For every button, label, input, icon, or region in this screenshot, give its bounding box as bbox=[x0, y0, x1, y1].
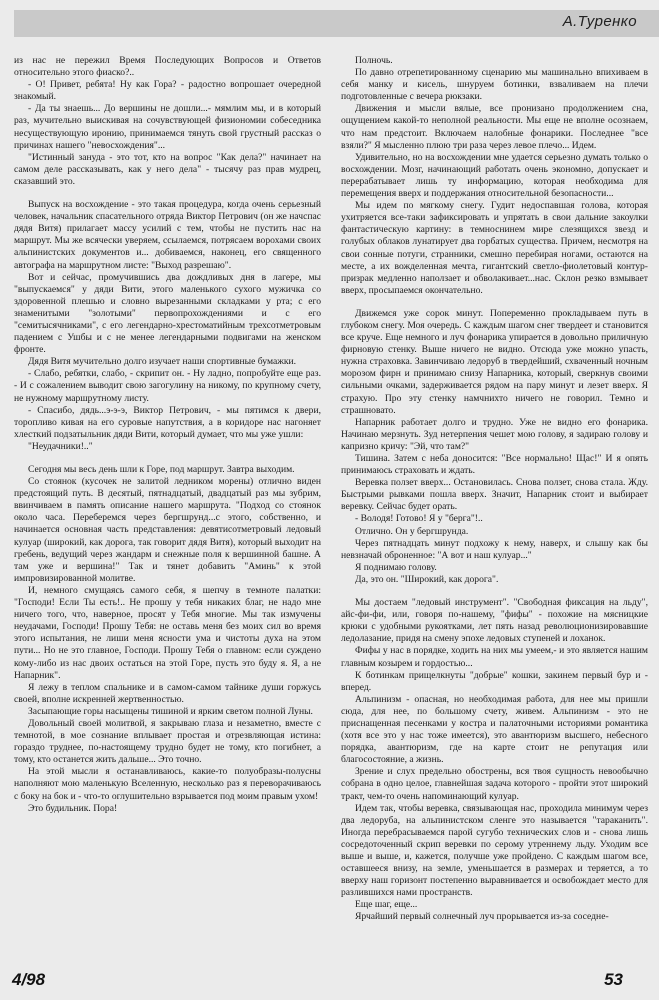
paragraph: - Володя! Готово! Я у "берга"!.. bbox=[355, 513, 483, 525]
paragraph: Я лежу в теплом спальнике и в самом-самом тайнике души горжусь своей, вполне искренней жертвенностью. bbox=[14, 681, 321, 705]
paragraph: "Истинный зануда - это тот, кто на вопрос "Как дела?" начинает на самом деле рассказывать, как у него дела" - тысячу раз прав мудрец, сказавший это. bbox=[14, 151, 321, 187]
paragraph: из нас не пережил Время Последующих Вопросов и Ответов относительно этого фиаско?.. bbox=[14, 55, 321, 79]
paragraph: - Да ты знаешь... До вершины не дошли...- мямлим мы, и в который раз, мучительно выискивая на сочувствующей физиономии собеседника несуществующую иронию, принимаемся тянуть свой грустный рассказ о причинах нашего "невосхождения"... bbox=[14, 103, 321, 151]
paragraph: К ботинкам прищелкнуты "добрые" кошки, закинем первый бур и - вперед. bbox=[341, 669, 648, 693]
paragraph: Напарник работает долго и трудно. Уже не видно его фонарика. Начинаю мерзнуть. Зуд нетерпения чешет мою голову, я задираю голову и капризно кричу: "Эй, что там?" bbox=[341, 416, 648, 452]
paragraph: "Неудачники!.." bbox=[28, 440, 93, 452]
author-name: А.Туренко bbox=[562, 13, 637, 30]
paragraph: Еще шаг, еще... bbox=[355, 899, 418, 911]
paragraph: Засыпающие горы насыщены тишиной и ярким светом полной Луны. bbox=[28, 705, 313, 717]
paragraph: - О! Привет, ребята! Ну как Гора? - радостно вопрошает очередной знакомый. bbox=[14, 79, 321, 103]
paragraph: Я поднимаю голову. bbox=[355, 561, 437, 573]
paragraph: Удивительно, но на восхождении мне удается серьезно думать только о восхождении. Мозг, начинающий работать очень экономно, допускает и перерабатывает лишь ту информацию, которая необходима для перемещения вверх и поддержания относительной безопасности... bbox=[341, 151, 648, 200]
paragraph: Полночь. bbox=[355, 55, 393, 66]
paragraph: По давно отрепетированному сценарию мы машинально впихиваем в себя манку и кисель, шнуруем ботинки, взваливаем на плечи подготовленные с вечера рюкзаки. bbox=[341, 67, 648, 103]
issue-number: 4/98 bbox=[12, 970, 46, 989]
paragraph: Довольный своей молитвой, я закрываю глаза и незаметно, вместе с темнотой, в мое сознание вплывает простая и отрезвляющая истина: гораздо труднее, по-настоящему трудно будет не тому, кто погибнет, а тому, кто останется жить дальше... Это точно. bbox=[14, 717, 321, 766]
paragraph: - Спасибо, дядь...э-э-э, Виктор Петрович, - мы пятимся к двери, торопливо кивая на его суровые напутствия, а в коридоре нас нагоняет хлесткий подзатыльник дяди Вити, который думает, что мы уже ушли: bbox=[14, 404, 321, 440]
paragraph: Движемся уже сорок минут. Попеременно прокладываем путь в глубоком снегу. Моя очередь. С каждым шагом снег твердеет и становится все круче. Еще немного и луч фонарика упирается в довольно приличную фирновую стенку. Выше ничего не видно. Отсюда уже можно упасть, нужна страховка. Завинчиваю ледоруб в твердейший, схваченный ночным морозом фирн и принимаю снизу Напарника, который, сверкнув своими сильными очками, задерживается рядом на пару минут и лезет вверх. Я страхую. Про эту стенку намчнихто ничего не говорил. Темно и страшновато. bbox=[341, 307, 648, 416]
paragraph: - Слабо, ребятки, слабо, - скрипит он. - Ну ладно, попробуйте еще раз. - И с сожалением выводит свою загогулину на никому, по крупному счету, не нужному маршрутному листу. bbox=[14, 368, 321, 404]
page-number: 53 bbox=[604, 970, 623, 989]
paragraph: Тишина. Затем с неба доносится: "Все нормально! Щас!" И я опять принимаюсь страховать и ждать. bbox=[341, 453, 648, 477]
paragraph: Фифы у нас в порядке, ходить на них мы умеем,- и это является нашим главным козырем и гордостью... bbox=[341, 645, 648, 669]
paragraph: Выпуск на восхождение - это такая процедура, когда очень серьезный человек, начальник спасательного отряда Виктор Петрович (он же начспас дядя Витя) прилагает массу усилий с тем, чтобы не пустить нас на маршрут. Мы же всячески уверяем, ссылаемся, потрясаем ворохами своих альпинистских документов и... добиваемся, наконец, его священного автографа на маршрутном листе: "Выход разрешаю". bbox=[14, 199, 321, 271]
paragraph: Сегодня мы весь день шли к Горе, под маршрут. Завтра выходим. bbox=[28, 464, 295, 475]
paragraph: Это будильник. Пора! bbox=[28, 802, 118, 814]
paragraph: Зрение и слух предельно обострены, вся твоя сущность невообычно собрана в одно целое, главнейшая задача которого - пройти этот широкий тракт, чем-то очень напоминающий кулуар. bbox=[341, 766, 648, 802]
paragraph: Альпинизм - опасная, но необходимая работа, для нее мы пришли сюда, для нее, по большому счету, живем. Альпинизм - это не приснащенная песенками у костра и палаточными историями романтика (хотя все это у нас тоже имеется), это авантюризм высшего, небесного порядка, авантюризм, где на карте стоит не репутация или благосостояние, а жизнь. bbox=[341, 693, 648, 766]
paragraph: Движения и мысли вялые, все пронизано продолжением сна, ощущением какой-то неполной реальности. Мы еще не вполне осознаем, что нам предстоит. Включаем налобные фонарики. Последнее "все взяли?" Я мысленно плюю три раза через левое плечо... Идем. bbox=[341, 103, 648, 151]
paragraph: Отлично. Он у бергшрунда. bbox=[355, 525, 469, 537]
paragraph: И, немного смущаясь самого себя, я шепчу в темноте палатки: "Господи! Если Ты есть!.. Не прошу у тебя никаких благ, не надо мне ничего того, что, наверное, просят у Тебя многие. Мы так измучены неудачами, Господи! Прошу Тебя: не оставь меня без моих сил во время этого испытания, не лиши меня ясности ума и чистоты духа на этом пути... Но не это главное, Господи. Прошу Тебя о главном: если суждено кому-либо из нас двоих остаться на этой Горе, пусть это буду я. Я, а не Напарник". bbox=[14, 584, 321, 681]
right-column bbox=[341, 55, 648, 983]
paragraph: Мы идем по мягкому снегу. Гудит недоспавшая голова, которая ухитряется все-таки зафиксировать и упрятать в свои дальние закоулки фантастическую картину: в темноснинем мире слезящихся звезд и голубых облаков лунатирует два горбатых существа. Причем, несмотря на свои сонные потуги, странники, смешно перебирая ногами, остаются на месте, а их вожделенная мечта, гигантский светло-фиолетовый контур-призрак медленно наползает и обволакивает...нас. Склон резко взмывает вверх, просыпаемся окончательно. bbox=[341, 200, 648, 296]
paragraph: Да, это он. "Широкий, как дорога". bbox=[355, 573, 499, 585]
paragraph: Со стоянок (кусочек не залитой ледником морены) отлично виден предстоящий путь. В десятый, пятнадцатый, двадцатый раз мы зубрим, ввинчиваем в память описание нашего маршрута. "Подход со стоянок около часа. Переберемся через бергшрунд...с этого, собственно, и начинается основная часть представления: девятисотметровый ледовый кулуар (широкий, как дорога, так говорит дядя Витя), который выходит на гребень, ведущий через жандарм и снежные поля к вершинной башне. А там уже и вершина!" Так и тянет добавить "Аминь" к этой импровизированной молитве. bbox=[14, 476, 321, 584]
paragraph: Идем так, чтобы веревка, связывающая нас, проходила минимум через два ледоруба, на альпинистском сленге это называется "тараканить". Иногда перебрасываемся парой сугубо технических слов и - снова лишь сосредоточенный скрип веревки по серому утреннему льду. Уходим все выше и выше, и, кажется, получше уже пройдено. С каждым шагом все, оставшееся внизу, на земле, уменьшается в размерах и теряется, а то вверху наш горизонт постепенно выравнивается и освобождает место для разлившихся нами пространств. bbox=[341, 802, 648, 899]
paragraph: Мы достаем "ледовый инструмент". "Свободная фиксация на льду", айс-фи-фи, или, говоря по-нашему, "фифы" - похожие на мясницкие крюки с удобными рукоятками, лет пять назад революционизировавшие ледолазание, придя на смену эпохе ледовых ступеней и лоханок. bbox=[341, 597, 648, 645]
left-column bbox=[14, 55, 321, 983]
paragraph: Дядя Витя мучительно долго изучает наши спортивные бумажки. bbox=[28, 356, 297, 368]
paragraph: Ярчайший первый солнечный луч прорывается из-за соседне- bbox=[355, 911, 609, 923]
paragraph: Вот и сейчас, промучившись два дождливых дня в лагере, мы "выпускаемся" у дяди Вити, этого маленького сухого мужичка со здоровенной плешью и словно вырезанными складками у рта; с его знаменитыми "золотыми" первопрохождениями и с его "семитысячниками", с его легендарно-хрестоматийным трехсотметровым падением с Ушбы и с не менее легендарными подвигами на женском фронте. bbox=[14, 271, 321, 356]
paragraph: Веревка ползет вверх... Остановилась. Снова ползет, снова стала. Жду. Быстрыми рывками пошла вверх. Значит, Напарник стоит и выбирает веревку. Сейчас будет орать. bbox=[341, 477, 648, 513]
paragraph: На этой мысли я останавливаюсь, какие-то полуобразы-полусны наполняют мою маленькую Вселенную, несколько раз я переворачиваюсь с боку на бок и - что-то оглушительно взрывается под моим правым ухом! bbox=[14, 766, 321, 802]
paragraph: Через пятнадцать минут подхожу к нему, наверх, и слышу как бы невзначай оброненное: "А вот и наш кулуар..." bbox=[341, 537, 648, 561]
